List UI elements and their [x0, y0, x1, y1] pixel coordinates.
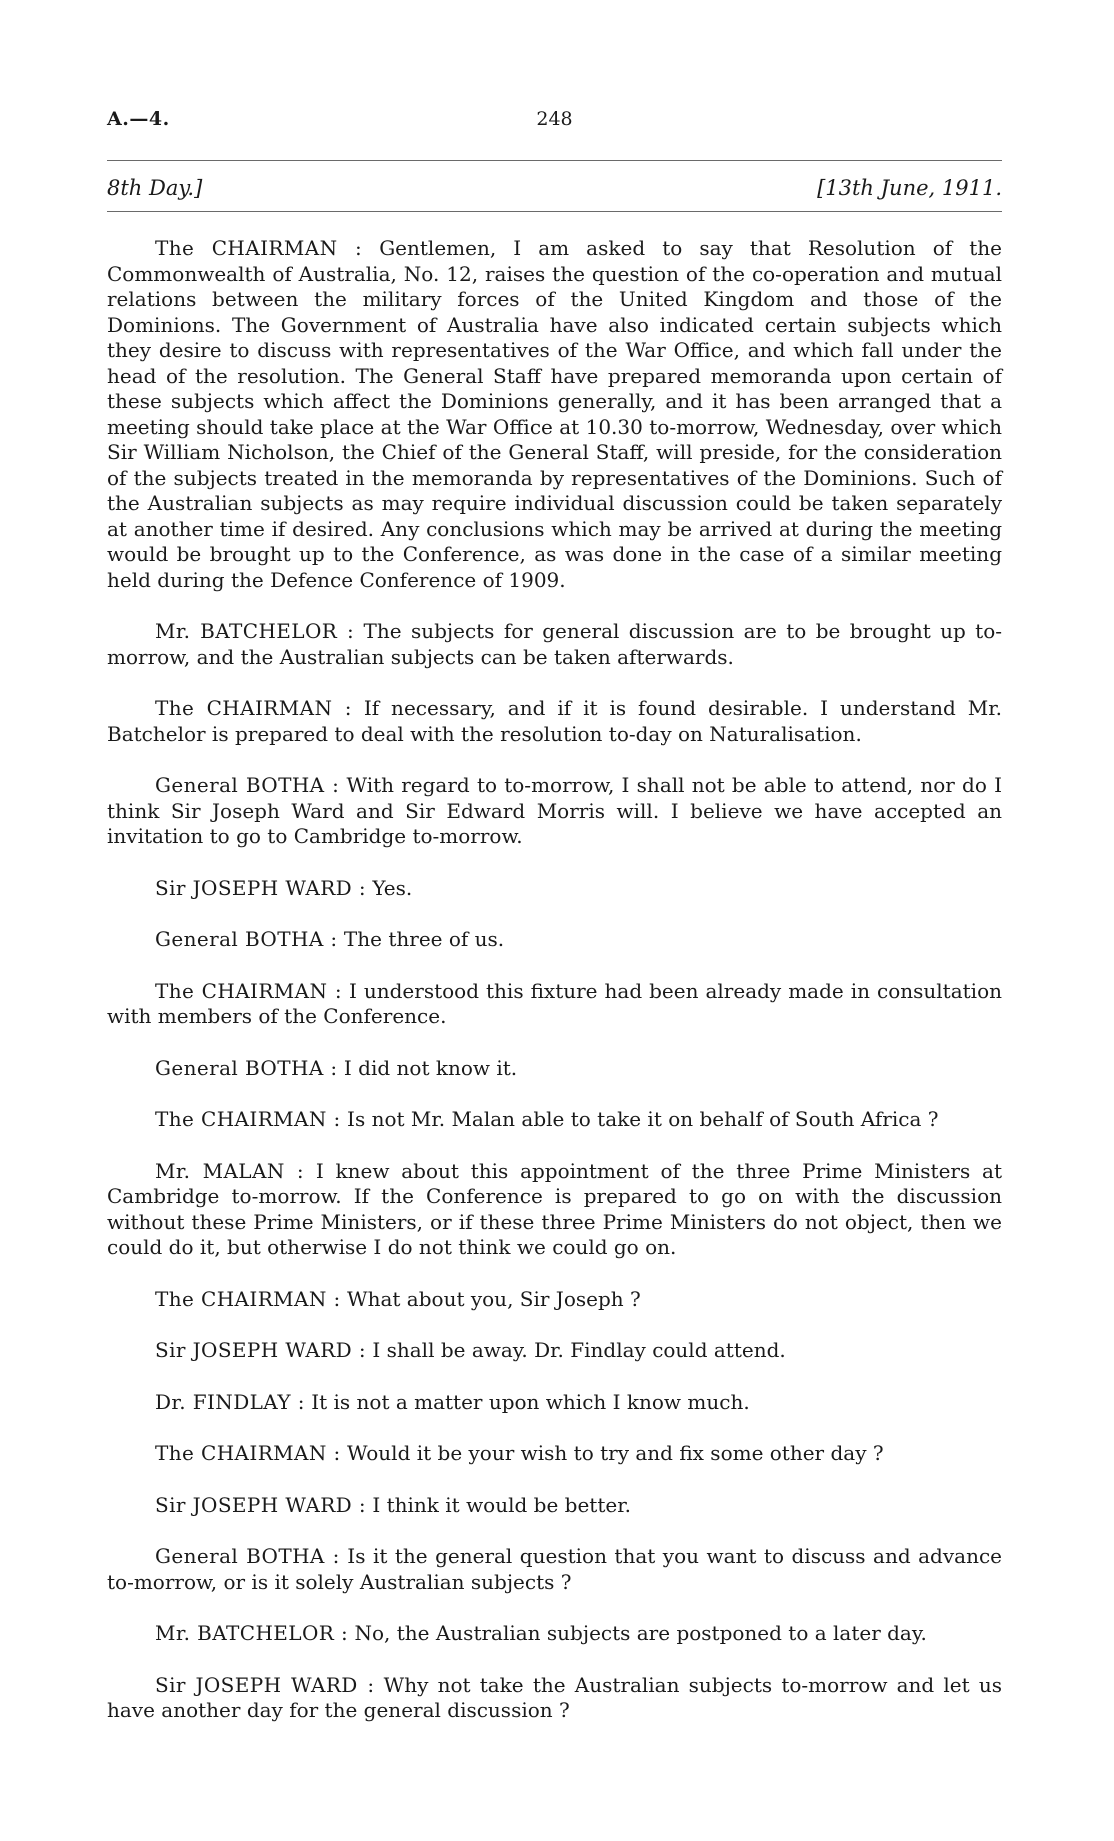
speaker-name: The CHAIRMAN : [155, 1107, 341, 1131]
transcript-paragraph [107, 1493, 1002, 1519]
transcript-paragraph [107, 927, 1002, 953]
speaker-name: Sir JOSEPH WARD : [155, 1672, 375, 1697]
speech-text: I think it would be better. [372, 1492, 631, 1517]
transcript-paragraph [107, 696, 1002, 747]
speech-text: Why not take the Australian subjects to-morrow and let us have another day for the general discussion ? [107, 1672, 1003, 1722]
speaker-name: Sir JOSEPH WARD : [155, 1492, 366, 1517]
transcript-paragraph [107, 1621, 1002, 1647]
speech-text: The subjects for general discussion are to be brought up to-morrow, and the Australian subjects can be taken afterwards. [107, 619, 1002, 669]
speech-text: With regard to to-morrow, I shall not be able to attend, nor do I think Sir Joseph Ward and Sir Edward Morris will. I believe we have accepted an invitation to go to Cambridge to-morrow. [107, 773, 1002, 848]
transcript-paragraph [107, 1390, 1002, 1416]
speech-text: Gentlemen, I am asked to say that Resolution of the Commonwealth of Australia, No. 12, raises the question of the co-operation and mutual relations between the military forces of the United Kingdom and those of the Dominions. The Government of Australia have also indicated certain subjects which they desire to discuss with representatives of the War Office, and which fall under the head of the resolution. The General Staff have prepared memoranda upon certain of these subjects which affect the Dominions generally, and it has been arranged that a meeting should take place at the War Office at 10.30 to-morrow, Wednesday, over which Sir William Nicholson, the Chief of the General Staff, will preside, for the consideration of the subjects treated in the memoranda by representatives of the Dominions. Such of the Australian subjects as may require individual discussion could be taken separately at another time if desired. Any conclusions which may be arrived at during the meeting would be brought up to the Conference, as was done in the case of a similar meeting held during the Defence Conference of 1909. [107, 236, 1002, 592]
transcript-paragraph [107, 1673, 1002, 1724]
transcript-paragraph [107, 1441, 1002, 1467]
transcript-paragraph [107, 1287, 1002, 1313]
speech-text: If necessary, and if it is found desirable. I understand Mr. Batchelor is prepared to deal with the resolution to-day on Naturalisation. [107, 696, 1002, 746]
transcript-paragraph [107, 619, 1002, 670]
speech-text: Would it be your wish to try and fix some other day ? [347, 1441, 884, 1465]
speech-text: No, the Australian subjects are postponed to a later day. [354, 1621, 927, 1645]
transcript-paragraph [107, 1338, 1002, 1364]
page-header [107, 108, 1002, 138]
speaker-name: General BOTHA : [155, 927, 338, 951]
speaker-name: The CHAIRMAN : [155, 1441, 341, 1465]
speaker-name: Dr. FINDLAY : [155, 1389, 305, 1414]
speaker-name: General BOTHA : [155, 773, 340, 797]
speech-text: I did not know it. [343, 1055, 518, 1080]
page-number: 248 [536, 108, 573, 130]
speech-text: What about you, Sir Joseph ? [347, 1286, 641, 1311]
speech-text: It is not a matter upon which I know much. [311, 1389, 750, 1414]
speaker-name: General BOTHA : [155, 1544, 340, 1568]
speaker-name: The CHAIRMAN : [155, 978, 342, 1003]
speech-text: Is it the general question that you want to discuss and advance to-morrow, or is it solely Australian subjects ? [107, 1544, 1003, 1594]
speech-text: The three of us. [343, 927, 505, 951]
transcript-paragraph [107, 1159, 1002, 1261]
transcript-paragraph [107, 236, 1002, 593]
speaker-name: Mr. MALAN : [155, 1158, 305, 1183]
speaker-name: General BOTHA : [155, 1055, 338, 1080]
speaker-name: Sir JOSEPH WARD : [155, 875, 366, 900]
transcript-paragraph [107, 1107, 1002, 1133]
speaker-name: The CHAIRMAN : [155, 236, 363, 260]
transcript-paragraph [107, 979, 1002, 1030]
document-reference: A.—4. [107, 108, 170, 130]
speech-text: Yes. [372, 875, 413, 900]
header-divider-top [107, 160, 1002, 161]
header-divider-bottom [107, 211, 1002, 212]
day-label: 8th Day.] [107, 176, 203, 200]
date-label: [13th June, 1911. [817, 176, 1002, 200]
speaker-name: Mr. BATCHELOR : [155, 619, 355, 643]
speech-text: I shall be away. Dr. Findlay could attend. [372, 1338, 786, 1362]
speaker-name: The CHAIRMAN : [155, 696, 352, 720]
transcript-paragraph [107, 773, 1002, 850]
transcript-body [107, 236, 1002, 1750]
transcript-paragraph [107, 876, 1002, 902]
transcript-paragraph [107, 1544, 1002, 1595]
transcript-paragraph [107, 1056, 1002, 1082]
speech-text: I understood this fixture had been already made in consultation with members of the Conference. [107, 978, 1002, 1028]
speaker-name: Sir JOSEPH WARD : [155, 1338, 366, 1362]
speaker-name: Mr. BATCHELOR : [155, 1621, 349, 1645]
speaker-name: The CHAIRMAN : [155, 1286, 341, 1311]
speech-text: I knew about this appointment of the three Prime Ministers at Cambridge to-morrow. If the Conference is prepared to go on with the discussion without these Prime Ministers, or if these three Prime Ministers do not object, then we could do it, but otherwise I do not think we could go on. [107, 1158, 1002, 1259]
speech-text: Is not Mr. Malan able to take it on behalf of South Africa ? [347, 1107, 939, 1131]
